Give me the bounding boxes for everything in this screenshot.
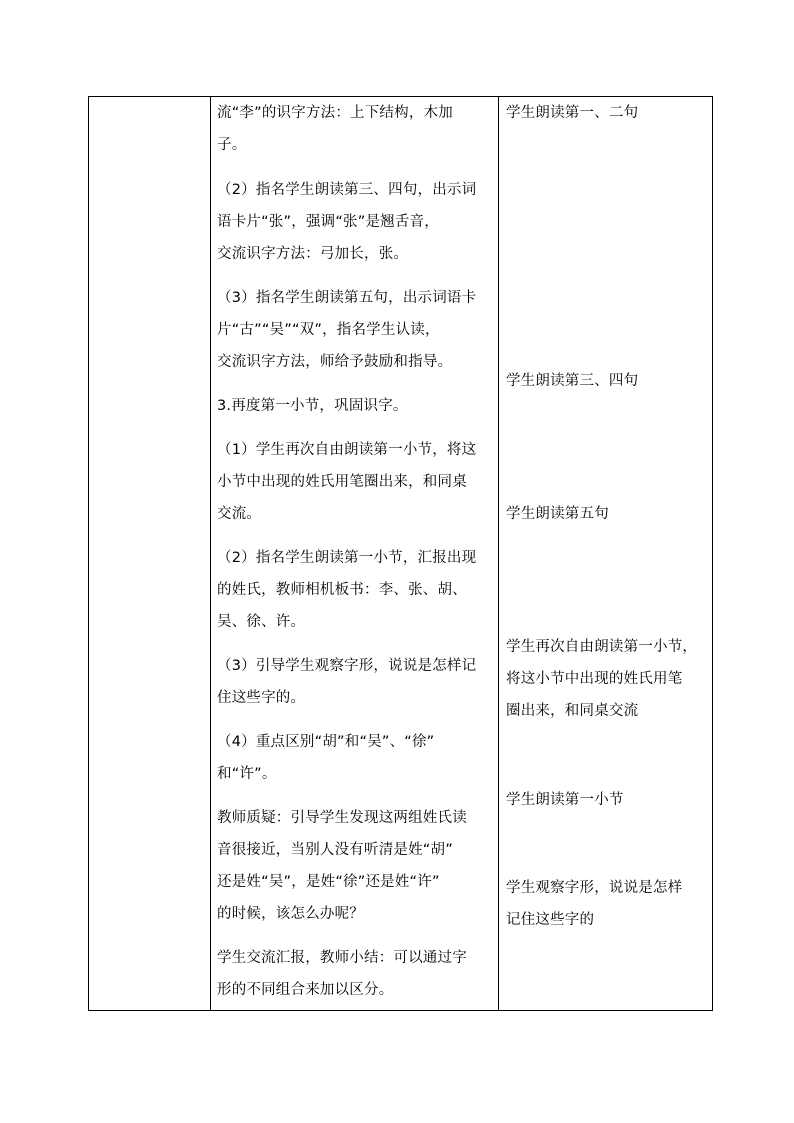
teacher-text-line: 流“李”的识字方法：上下结构，木加 bbox=[217, 105, 453, 121]
teacher-text-line: 住这些字的。 bbox=[217, 690, 306, 706]
teacher-text-line: 还是姓“吴”，是姓“徐”还是姓“许” bbox=[217, 874, 440, 890]
stage-column-cell bbox=[89, 97, 210, 1010]
teacher-text-line: 的姓氏，教师相机板书：李、张、胡、 bbox=[217, 582, 467, 598]
teacher-text-line: 交流识字方法：弓加长，张。 bbox=[217, 246, 409, 262]
teacher-text-line: 教师质疑：引导学生发现这两组姓氏读 bbox=[217, 810, 467, 826]
teacher-text-line: 小节中出现的姓氏用笔圈出来，和同桌 bbox=[217, 474, 467, 490]
teacher-text-line: （3）指名学生朗读第五句，出示词语卡 bbox=[217, 290, 477, 306]
teacher-text-line: 语卡片“张”，强调“张”是翘舌音， bbox=[217, 214, 439, 230]
teacher-text-line: 学生交流汇报，教师小结：可以通过字 bbox=[217, 950, 467, 966]
student-text-line: 记住这些字的 bbox=[506, 912, 595, 928]
teacher-text-line: 形的不同组合来加以区分。 bbox=[217, 982, 394, 998]
student-text-line: 学生观察字形，说说是怎样 bbox=[506, 880, 683, 896]
teacher-text-line: 和“许”。 bbox=[217, 766, 277, 782]
column-divider-left bbox=[210, 97, 211, 1010]
teacher-text-line: 交流识字方法，师给予鼓励和指导。 bbox=[217, 354, 453, 370]
teacher-text-line: 片“古”“吴”“双”，指名学生认读， bbox=[217, 322, 440, 338]
teacher-text-line: （4）重点区别“胡”和“吴”、“徐” bbox=[217, 734, 435, 750]
teacher-text-line: 交流。 bbox=[217, 506, 262, 522]
teacher-text-line: 音很接近，当别人没有听清是姓“胡” bbox=[217, 842, 453, 858]
teacher-text-line: （1）学生再次自由朗读第一小节，将这 bbox=[217, 442, 477, 458]
student-text-line: 学生朗读第一小节 bbox=[506, 792, 624, 808]
student-text-line: 将这小节中出现的姓氏用笔 bbox=[506, 671, 683, 687]
teacher-text-line: 的时候，该怎么办呢？ bbox=[217, 906, 364, 922]
teacher-text-line: 3.再度第一小节，巩固识字。 bbox=[217, 398, 408, 414]
teacher-text-line: （3）引导学生观察字形，说说是怎样记 bbox=[217, 658, 477, 674]
student-text-line: 学生朗读第三、四句 bbox=[506, 373, 639, 389]
student-text-line: 学生再次自由朗读第一小节， bbox=[506, 639, 698, 655]
teacher-text-line: （2）指名学生朗读第三、四句，出示词 bbox=[217, 182, 477, 198]
student-text-line: 学生朗读第五句 bbox=[506, 506, 609, 522]
student-text-line: 学生朗读第一、二句 bbox=[506, 105, 639, 121]
column-divider-right bbox=[498, 97, 499, 1010]
teacher-text-line: 吴、徐、许。 bbox=[217, 614, 306, 630]
teacher-text-line: 子。 bbox=[217, 137, 247, 153]
student-text-line: 圈出来，和同桌交流 bbox=[506, 703, 639, 719]
lesson-plan-table bbox=[88, 96, 713, 1011]
teacher-text-line: （2）指名学生朗读第一小节，汇报出现 bbox=[217, 550, 477, 566]
